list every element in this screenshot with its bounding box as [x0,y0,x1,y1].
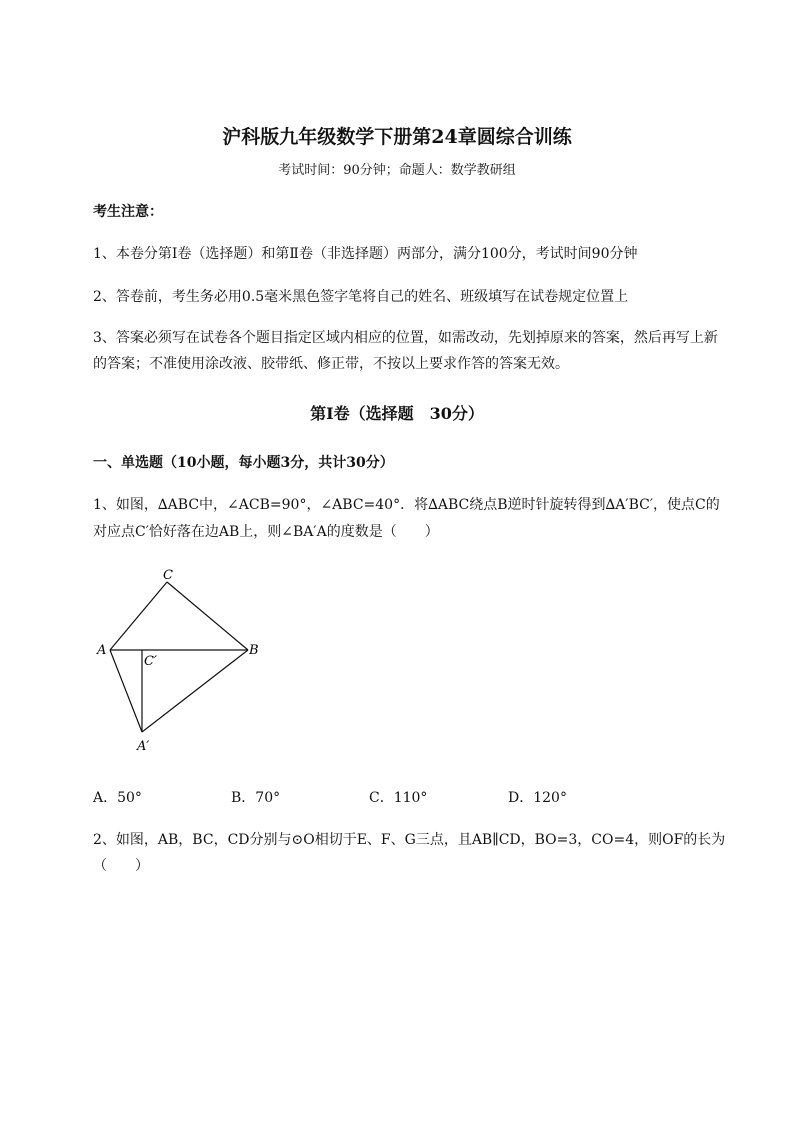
question-2-text: 2、如图，AB，BC，CD分别与⊙O相切于E、F、G三点，且AB∥CD，BO=3，CO=4，则OF的长为 [93,832,726,848]
question-1-figure [93,560,273,760]
option-c[interactable]: C．110° [369,790,428,806]
option-b[interactable]: B．70° [231,790,281,806]
part-title: 第I卷（选择题 30分） [310,404,484,423]
segment-ca [110,582,167,650]
label-c: C [163,568,173,583]
label-a-prime: A′ [137,739,150,754]
label-c-prime: C′ [144,654,157,669]
question-2-text-cont: （ ） [93,858,149,874]
notice-item-3: 3、答案必须写在试卷各个题目指定区域内相应的位置，如需改动，先划掉原来的答案，然后再写上新 [93,330,718,346]
segment-aa-prime [110,650,142,732]
segment-cb [167,582,248,650]
notice-heading: 考生注意： [93,204,163,220]
section-heading: 一、单选题（10小题，每小题3分，共计30分） [93,455,394,471]
exam-info: 考试时间：90分钟；命题人：数学教研组 [278,163,516,178]
label-a: A [97,643,107,658]
notice-item-1: 1、本卷分第I卷（选择题）和第Ⅱ卷（非选择题）两部分，满分100分，考试时间90分钟 [93,246,638,262]
notice-item-3-cont: 的答案；不准使用涂改液、胶带纸、修正带，不按以上要求作答的答案无效。 [93,356,569,372]
question-1-text: 1、如图，∆ABC中，∠ACB=90°，∠ABC=40°．将∆ABC绕点B逆时针旋转得到∆A′BC′，使点C的 [93,497,720,513]
question-1-text-cont: 对应点C′恰好落在边AB上，则∠BA′A的度数是（ ） [93,524,439,540]
segment-a-prime-b [142,650,248,732]
option-d[interactable]: D．120° [508,790,567,806]
option-a[interactable]: A．50° [93,790,142,806]
page-title: 沪科版九年级数学下册第24章圆综合训练 [222,126,572,148]
notice-item-2: 2、答卷前，考生务必用0.5毫米黑色签字笔将自己的姓名、班级填写在试卷规定位置上 [93,289,629,305]
label-b: B [249,643,259,658]
